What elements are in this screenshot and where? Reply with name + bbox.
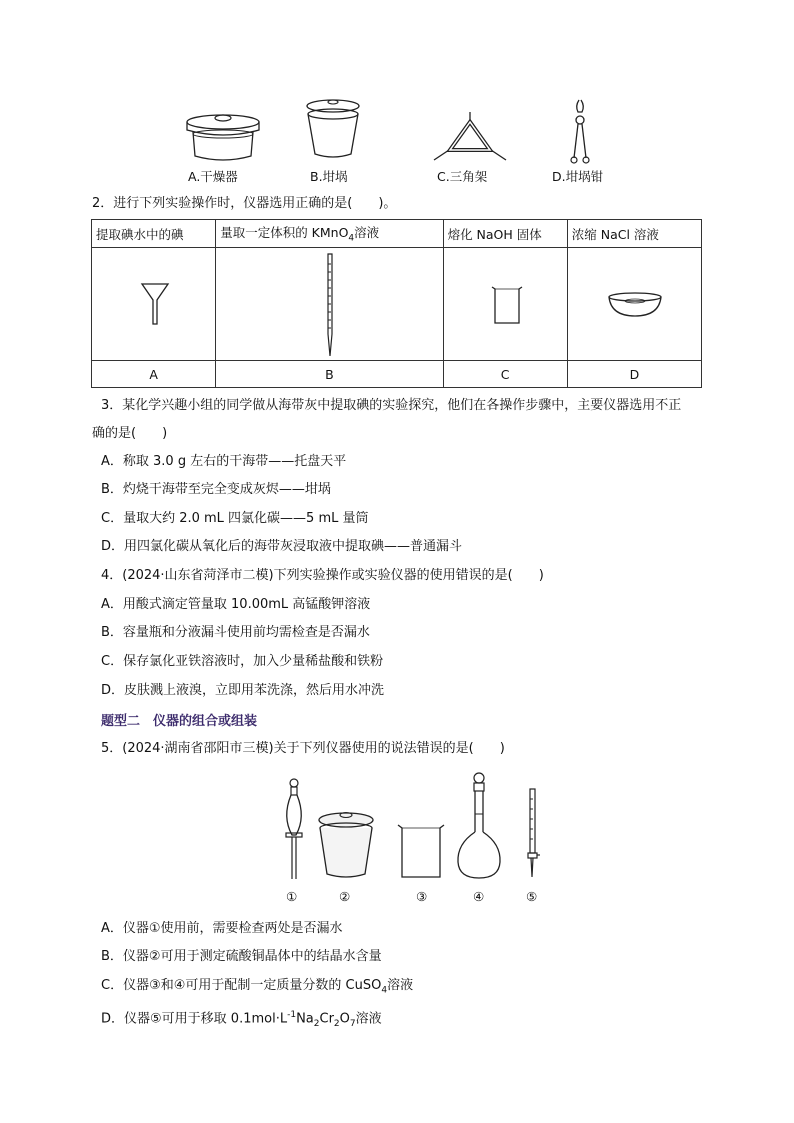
- apparatus-label-5: ⑤: [526, 889, 538, 904]
- burette-icon: [525, 787, 541, 881]
- q3-option-b: B．灼烧干海带至完全变成灰烬——坩埚: [101, 482, 331, 497]
- funnel-icon: [140, 282, 170, 326]
- q4-option-c: C．保存氯化亚铁溶液时，加入少量稀盐酸和铁粉: [101, 654, 384, 669]
- crucible-with-lid-icon: [317, 810, 375, 880]
- q5-option-a: A．仪器①使用前，需要检查两处是否漏水: [101, 921, 343, 936]
- q2-header-d: 浓缩 NaCl 溶液: [567, 220, 701, 248]
- q5-option-b: B．仪器②可用于测定硫酸铜晶体中的结晶水含量: [101, 949, 382, 964]
- q2-label-c: C: [443, 361, 567, 388]
- q5-stem: 5．(2024·湖南省邵阳市三模)关于下列仪器使用的说法错误的是( ): [101, 741, 505, 756]
- q1-option-a: A.干燥器: [188, 169, 238, 184]
- q5-option-d: D．仪器⑤可用于移取 $0.1mol\cdot L^{-1}Na_2Cr_2O_7$溶液: [101, 1010, 382, 1029]
- q2-header-c: 熔化 NaOH 固体: [443, 220, 567, 248]
- q1-option-c: C.三角架: [437, 169, 488, 184]
- q2-label-a: A: [92, 361, 216, 388]
- q1-option-d: D.坩埚钳: [552, 169, 604, 184]
- q4-option-a: A．用酸式滴定管量取 10.00mL 高锰酸钾溶液: [101, 597, 371, 612]
- q2-header-b: 量取一定体积的 KMnO$_4$溶液: [216, 220, 443, 248]
- q2-label-d: D: [567, 361, 701, 388]
- evaporating-dish-icon: [607, 292, 663, 318]
- q3-stem-line1: 3．某化学兴趣小组的同学做从海带灰中提取碘的实验探究，他们在各操作步骤中，主要仪器选用不正: [101, 398, 682, 413]
- apparatus-label-2: ②: [339, 889, 351, 904]
- q4-stem: 4．(2024·山东省菏泽市二模)下列实验操作或实验仪器的使用错误的是( ): [101, 568, 544, 583]
- q4-option-d: D．皮肤溅上液溴，立即用苯洗涤，然后用水冲洗: [101, 683, 385, 698]
- beaker-icon: [491, 285, 523, 325]
- q2-label-b: B: [216, 361, 443, 388]
- beaker-2-icon: [397, 823, 445, 879]
- crucible-icon: [305, 98, 361, 160]
- q3-option-a: A．称取 3.0 g 左右的干海带——托盘天平: [101, 454, 347, 469]
- separatory-funnel-icon: [280, 777, 308, 881]
- section-heading: 题型二 仪器的组合或组装: [101, 714, 258, 729]
- q4-option-b: B．容量瓶和分液漏斗使用前均需检查是否漏水: [101, 625, 370, 640]
- clay-triangle-icon: [432, 108, 508, 162]
- desiccator-icon: [183, 108, 263, 166]
- apparatus-label-1: ①: [286, 889, 298, 904]
- q5-option-c: C．仪器③和④可用于配制一定质量分数的 CuSO$_4$溶液: [101, 978, 414, 996]
- apparatus-label-3: ③: [416, 889, 428, 904]
- q3-option-c: C．量取大约 2.0 mL 四氯化碳——5 mL 量筒: [101, 511, 369, 526]
- q2-header-a: 提取碘水中的碘: [92, 220, 216, 248]
- crucible-tongs-icon: [566, 98, 594, 164]
- q2-stem: 2．进行下列实验操作时，仪器选用正确的是( )。: [92, 196, 397, 211]
- apparatus-label-4: ④: [473, 889, 485, 904]
- measuring-pipette-icon: [324, 252, 336, 358]
- q3-stem-line2: 确的是( ): [92, 426, 168, 441]
- q1-option-b: B.坩埚: [310, 169, 348, 184]
- q3-option-d: D．用四氯化碳从氧化后的海带灰浸取液中提取碘——普通漏斗: [101, 539, 463, 554]
- volumetric-flask-icon: [455, 770, 503, 882]
